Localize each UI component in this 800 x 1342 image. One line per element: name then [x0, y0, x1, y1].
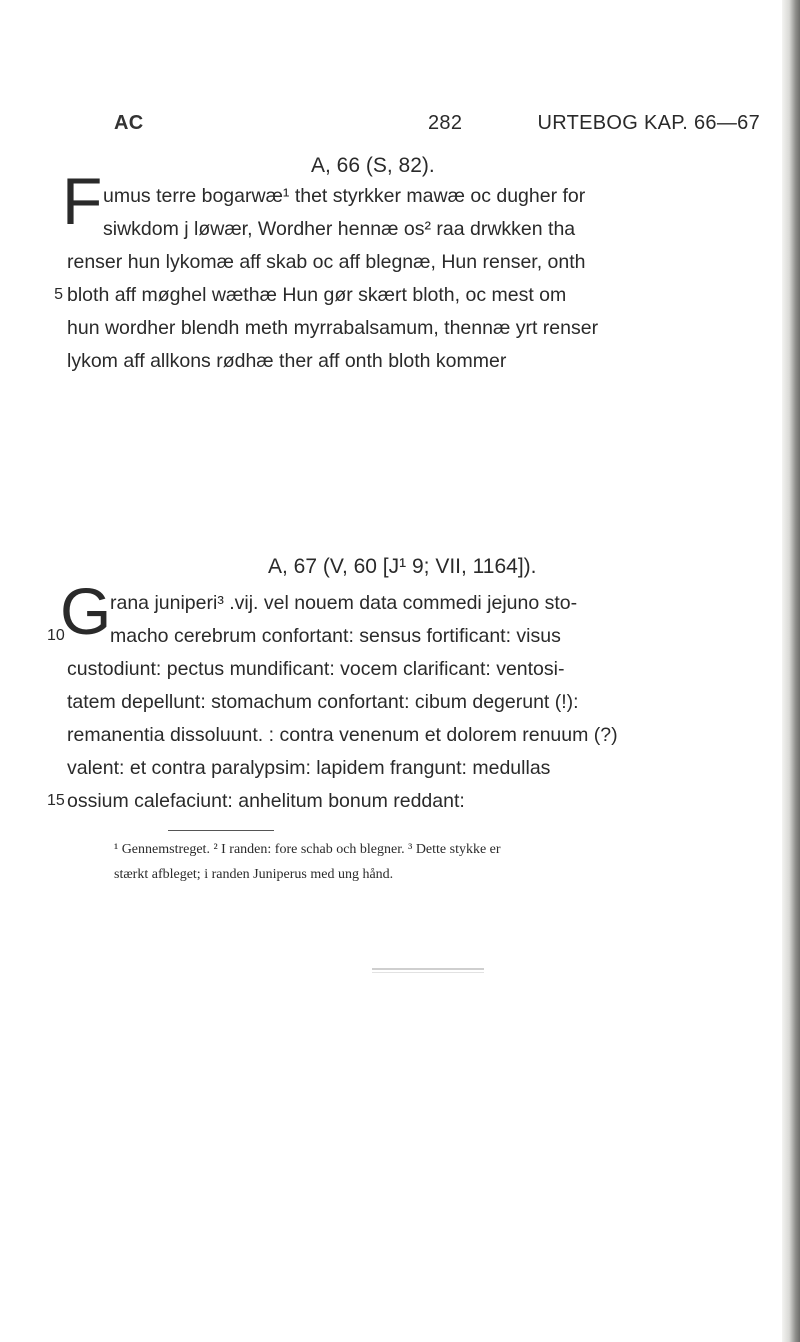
page-number: 282	[428, 112, 463, 134]
text-line: siwkdom j løwær, Wordher hennæ os² raa drwkken tha	[103, 218, 576, 240]
text-line: rana juniperi³ .vij. vel nouem data commedi jejuno sto-	[110, 592, 578, 614]
text-line: 5 bloth aff møghel wæthæ Hun gør skært bloth, oc mest om	[67, 279, 566, 311]
text-line: renser hun lykomæ aff skab oc aff blegnæ, Hun renser, onth	[67, 251, 586, 273]
text-line: 10 macho cerebrum confortant: sensus fortificant: visus	[110, 620, 561, 652]
text-line: hun wordher blendh meth myrrabalsamum, thennæ yrt renser	[67, 317, 599, 339]
header-left-mark: AC	[114, 112, 144, 134]
section-heading-67: A, 67 (V, 60 [J¹ 9; VII, 1164]).	[268, 555, 537, 578]
text-line: tatem depellunt: stomachum confortant: cibum degerunt (!):	[67, 691, 579, 713]
page-edge-shadow	[782, 0, 800, 1342]
dropcap-f: F	[62, 164, 103, 238]
show-through-mark	[372, 968, 484, 970]
dropcap-g: G	[60, 574, 112, 648]
text-line: lykom aff allkons rødhæ ther aff onth bloth kommer	[67, 350, 507, 372]
line-number: 5	[54, 286, 63, 303]
footnote-line: stærkt afbleget; i randen Juniperus med ung hånd.	[114, 867, 394, 882]
text-line: 15 ossium calefaciunt: anhelitum bonum reddant:	[67, 785, 465, 817]
text-line: remanentia dissoluunt. : contra venenum et dolorem renuum (?)	[67, 724, 618, 746]
show-through-mark	[372, 972, 484, 973]
text-line: valent: et contra paralypsim: lapidem frangunt: medullas	[67, 757, 551, 779]
footnote-line: ¹ Gennemstreget. ² I randen: fore schab och blegner. ³ Dette stykke er	[114, 842, 501, 857]
text-line: umus terre bogarwæ¹ thet styrkker mawæ oc dugher for	[103, 185, 586, 207]
line-number: 15	[47, 792, 65, 809]
line-number: 10	[47, 627, 65, 644]
footnote-divider	[168, 830, 274, 831]
header-chapter-title: URTEBOG KAP. 66—67	[537, 112, 760, 134]
section-heading-66: A, 66 (S, 82).	[311, 154, 435, 177]
running-header	[114, 112, 760, 140]
text-line: custodiunt: pectus mundificant: vocem clarificant: ventosi-	[67, 658, 565, 680]
